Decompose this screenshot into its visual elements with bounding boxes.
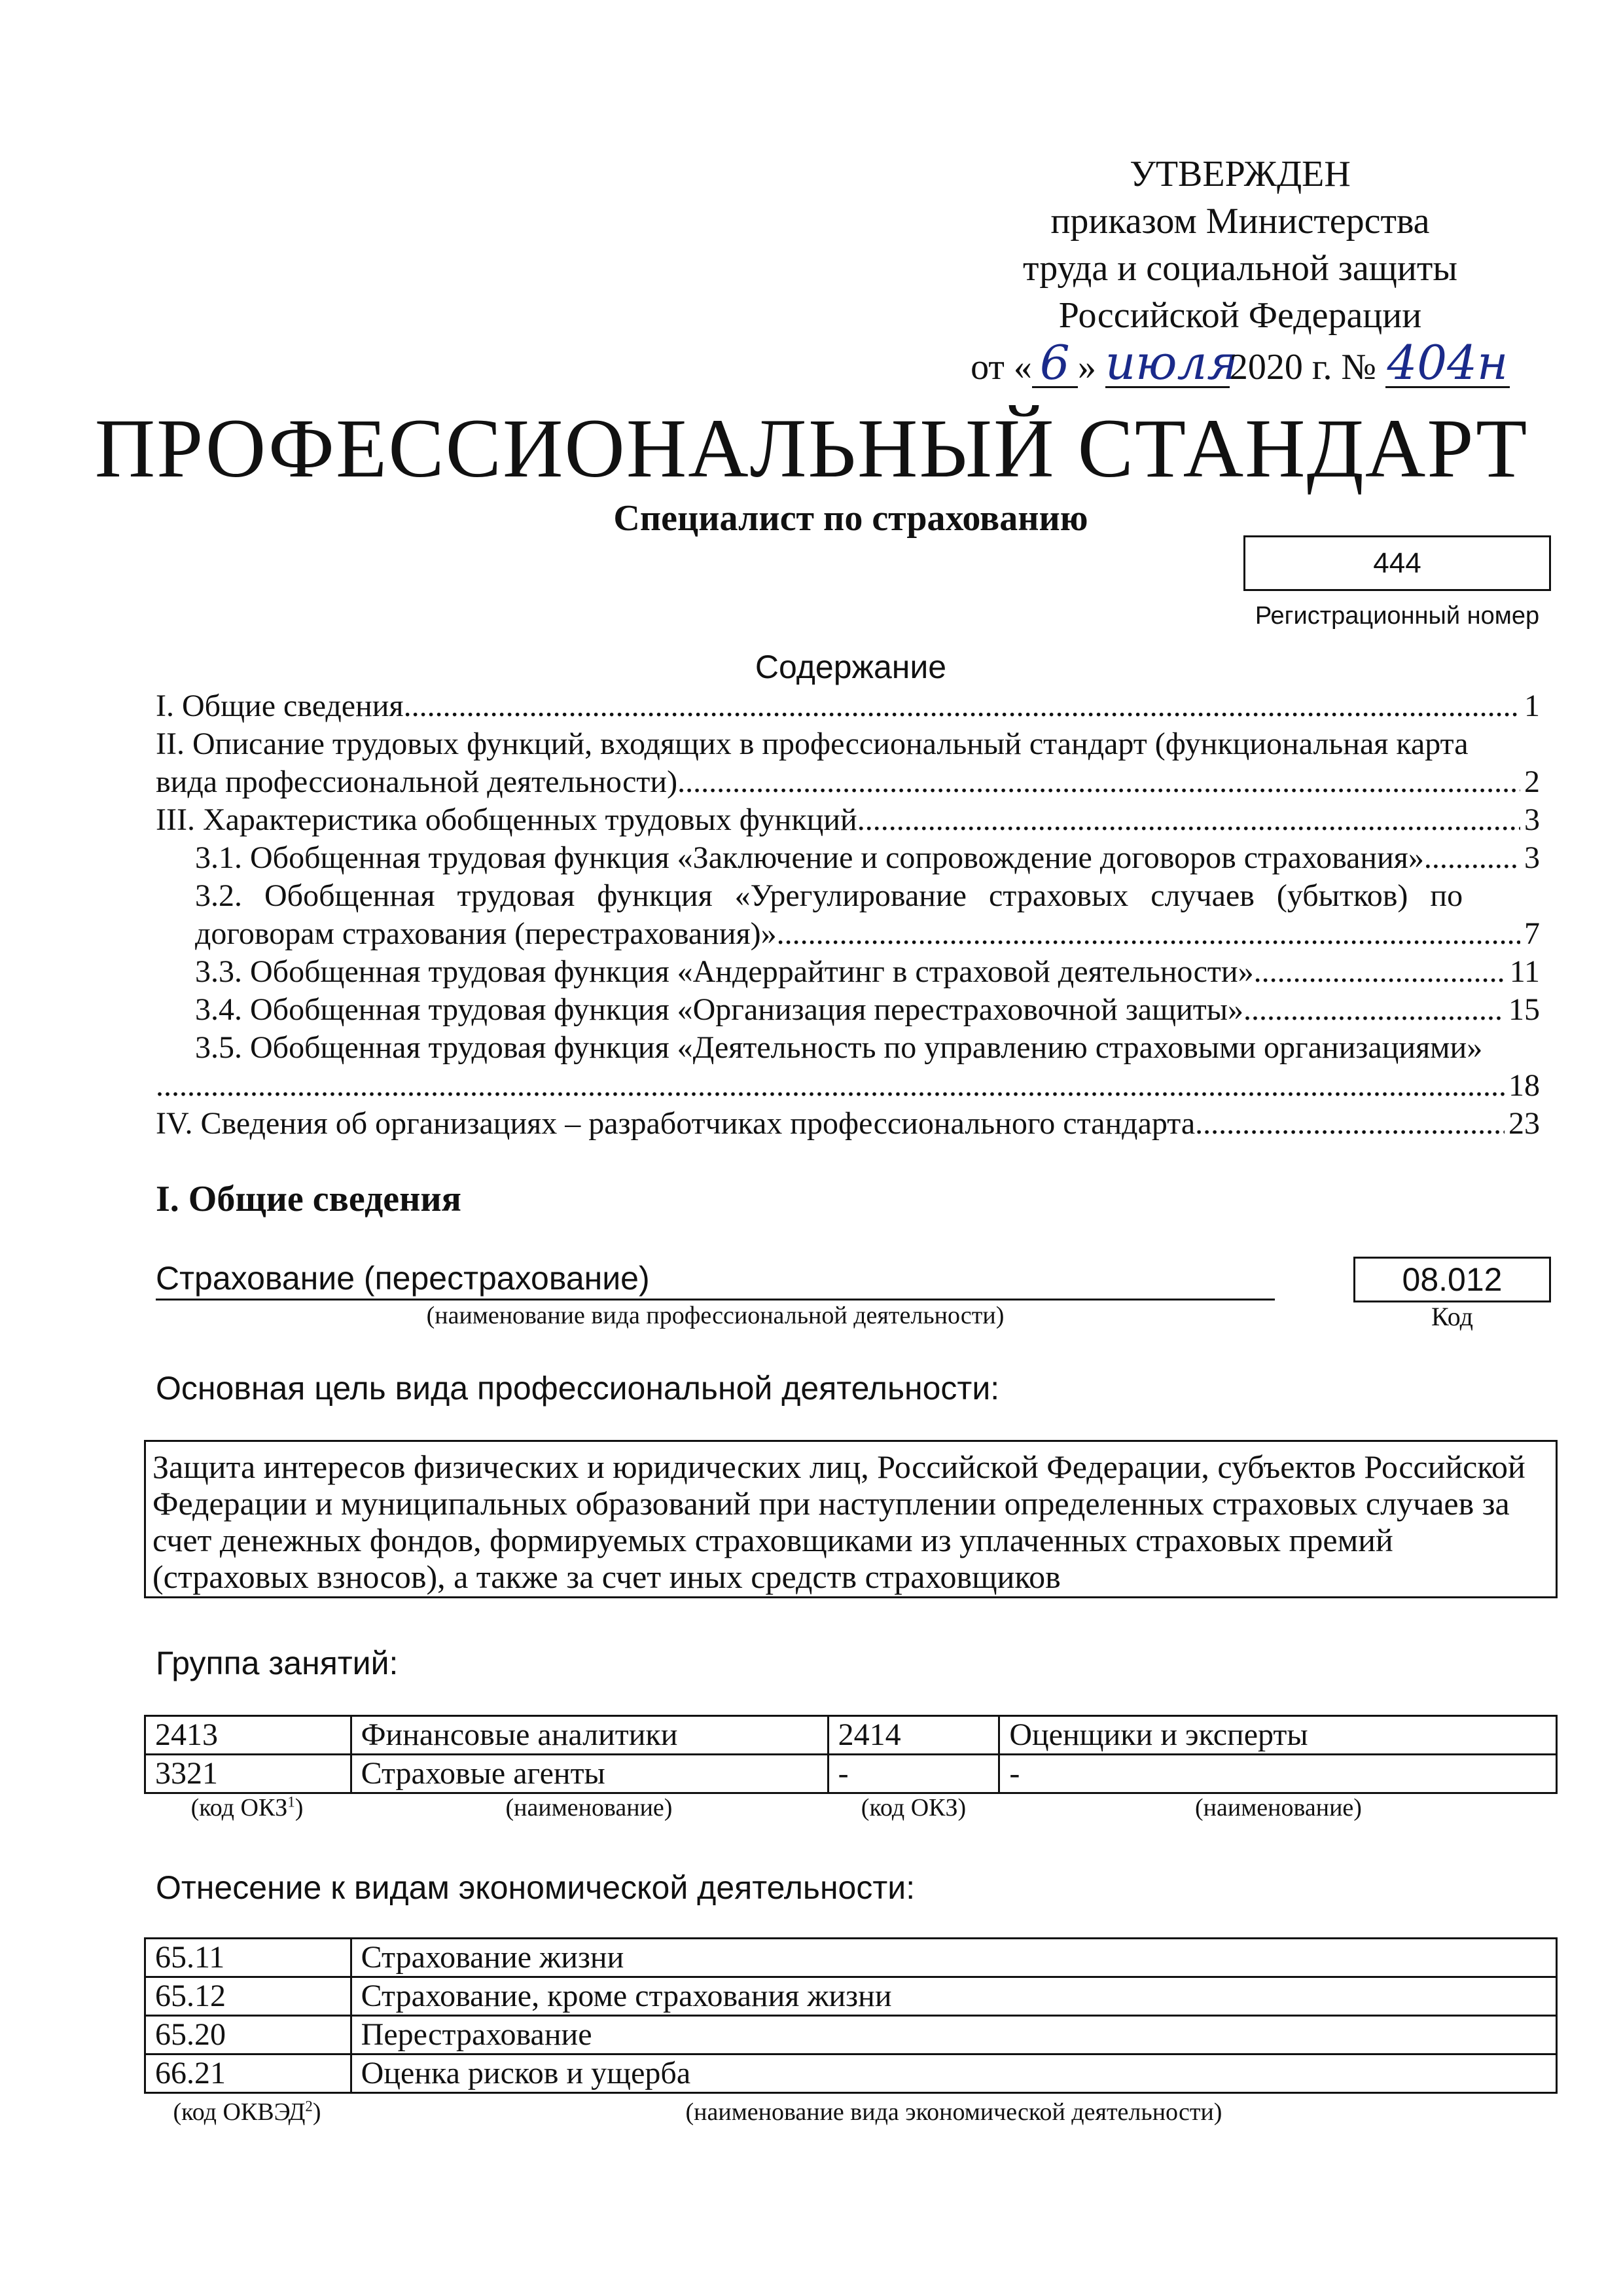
table-cell: - bbox=[999, 1755, 1557, 1793]
activity-name-field: Страхование (перестрахование) bbox=[156, 1258, 1275, 1300]
toc-item-text: вида профессиональной деятельности) bbox=[156, 764, 678, 799]
approval-line-3: труда и социальной защиты bbox=[1023, 248, 1457, 289]
table-cell: Перестрахование bbox=[351, 2016, 1556, 2054]
toc-leader bbox=[1195, 1105, 1505, 1143]
approval-line-1: УТВЕРЖДЕН bbox=[1130, 154, 1351, 194]
toc-leader bbox=[677, 763, 1520, 801]
document-title: ПРОФЕССИОНАЛЬНЫЙ СТАНДАРТ bbox=[94, 402, 1529, 495]
approval-day: 6 bbox=[1032, 339, 1078, 388]
occupation-group-label: Группа занятий: bbox=[156, 1645, 399, 1681]
section-heading: I. Общие сведения bbox=[156, 1179, 461, 1219]
toc-leader bbox=[777, 915, 1520, 953]
toc-leader bbox=[1254, 953, 1506, 991]
approval-block bbox=[916, 151, 1564, 391]
table-cell: - bbox=[828, 1755, 999, 1793]
toc-item-text: 3.4. Обобщенная трудовая функция «Организация перестраховочной защиты» bbox=[195, 992, 1243, 1027]
occupation-name-caption: (наименование) bbox=[505, 1794, 673, 1821]
toc-item[interactable] bbox=[156, 839, 1540, 877]
approval-line-4: Российской Федерации bbox=[1058, 295, 1422, 336]
table-cell: 65.12 bbox=[145, 1977, 351, 2016]
table-cell: Оценщики и эксперты bbox=[999, 1716, 1557, 1755]
toc-leader bbox=[404, 687, 1520, 725]
table-cell: 66.21 bbox=[145, 2054, 351, 2093]
toc-item-page: 11 bbox=[1509, 954, 1540, 989]
toc-item-line[interactable] bbox=[156, 877, 1540, 915]
date-prefix: от « bbox=[971, 347, 1032, 387]
toc-item-page: 3 bbox=[1524, 802, 1540, 837]
goal-line: (страховых взносов), а также за счет иных средств страховщиков bbox=[152, 1558, 1061, 1595]
okz-code-caption-2: (код ОКЗ) bbox=[861, 1794, 967, 1821]
table-cell: Страховые агенты bbox=[351, 1755, 828, 1793]
okved-code-caption: (код ОКВЭД$^2$) bbox=[173, 2098, 321, 2126]
table-cell: 2413 bbox=[145, 1716, 351, 1755]
table-cell: Оценка рисков и ущерба bbox=[351, 2054, 1556, 2093]
goal-line: Защита интересов физических и юридических лиц, Российской Федерации, субъектов Российской bbox=[152, 1448, 1525, 1485]
toc-item-page: 23 bbox=[1508, 1106, 1540, 1141]
okved-code-caption-text: (код ОКВЭД bbox=[173, 2098, 306, 2126]
toc-item[interactable] bbox=[156, 687, 1540, 725]
economic-activity-name-caption: (наименование вида экономической деятельности) bbox=[685, 2098, 1222, 2126]
toc-item[interactable] bbox=[156, 915, 1540, 953]
table-cell: Страхование жизни bbox=[351, 1939, 1556, 1977]
toc-item[interactable] bbox=[156, 953, 1540, 991]
date-quote-close: » bbox=[1077, 347, 1096, 387]
approval-month: июля bbox=[1105, 335, 1239, 390]
toc-item-text: 3.5. Обобщенная трудовая функция «Деятельность по управлению страховыми организациями» bbox=[195, 1030, 1483, 1065]
economic-activity-label: Отнесение к видам экономической деятельности: bbox=[156, 1869, 916, 1906]
document-subtitle: Специалист по страхованию bbox=[613, 498, 1088, 539]
toc-item-page: 1 bbox=[1524, 689, 1540, 723]
table-row bbox=[145, 1977, 1557, 2016]
toc-item-line[interactable] bbox=[156, 1029, 1540, 1067]
toc-item-page: 2 bbox=[1524, 764, 1540, 799]
approval-line-2: приказом Министерства bbox=[1050, 201, 1430, 242]
registration-number-caption: Регистрационный номер bbox=[1255, 602, 1540, 630]
approval-date-line bbox=[916, 335, 1564, 391]
goal-box bbox=[144, 1440, 1558, 1598]
table-row bbox=[145, 1716, 1557, 1755]
table-of-contents bbox=[156, 687, 1540, 1143]
table-row bbox=[145, 2016, 1557, 2054]
toc-item-text: III. Характеристика обобщенных трудовых функций bbox=[156, 802, 857, 837]
table-cell: Финансовые аналитики bbox=[351, 1716, 828, 1755]
toc-item-page: 7 bbox=[1524, 916, 1540, 951]
toc-item[interactable] bbox=[156, 801, 1540, 839]
registration-number-box: 444 bbox=[1243, 535, 1551, 591]
toc-item-text: 3.3. Обобщенная трудовая функция «Андеррайтинг в страховой деятельности» bbox=[195, 954, 1254, 989]
approval-number: 404н bbox=[1385, 339, 1510, 388]
goal-line: счет денежных фондов, формируемых страховщиками из уплаченных страховых премий bbox=[152, 1522, 1393, 1558]
goal-label: Основная цель вида профессиональной деятельности: bbox=[156, 1370, 1000, 1407]
toc-heading: Содержание bbox=[755, 649, 947, 685]
toc-item-page: 18 bbox=[1508, 1068, 1540, 1103]
occupation-table bbox=[144, 1715, 1558, 1794]
toc-item-page: 3 bbox=[1524, 840, 1540, 875]
toc-item-line[interactable] bbox=[156, 725, 1540, 763]
toc-item[interactable] bbox=[156, 1105, 1540, 1143]
toc-item-text: 3.1. Обобщенная трудовая функция «Заключение и сопровождение договоров страхования» bbox=[195, 840, 1424, 875]
toc-item-text: договорам страхования (перестрахования)» bbox=[195, 916, 777, 951]
toc-leader bbox=[1424, 839, 1520, 877]
table-cell: 65.11 bbox=[145, 1939, 351, 1977]
footnote-ref[interactable]: 2 bbox=[305, 2098, 313, 2115]
table-row bbox=[145, 1939, 1557, 1977]
okz-code-caption-text: (код ОКЗ bbox=[190, 1794, 288, 1821]
activity-code-box: 08.012 bbox=[1353, 1257, 1551, 1302]
toc-item-text: I. Общие сведения bbox=[156, 689, 404, 723]
table-cell: 65.20 bbox=[145, 2016, 351, 2054]
toc-leader bbox=[1243, 991, 1505, 1029]
table-cell: 3321 bbox=[145, 1755, 351, 1793]
table-row bbox=[145, 1755, 1557, 1793]
toc-item[interactable] bbox=[156, 991, 1540, 1029]
okz-code-caption: (код ОКЗ$^1$) bbox=[190, 1793, 304, 1821]
toc-item[interactable] bbox=[156, 1067, 1540, 1105]
activity-code-caption: Код bbox=[1431, 1302, 1473, 1331]
toc-item-text: 3.2. Обобщенная трудовая функция «Урегулирование страховых случаев (убытков) по bbox=[195, 878, 1463, 913]
goal-line: Федерации и муниципальных образований при наступлении определенных страховых случаев за bbox=[152, 1485, 1510, 1522]
footnote-ref[interactable]: 1 bbox=[287, 1793, 295, 1810]
table-row bbox=[145, 2054, 1557, 2093]
toc-item-page: 15 bbox=[1508, 992, 1540, 1027]
table-cell: Страхование, кроме страхования жизни bbox=[351, 1977, 1556, 2016]
toc-leader bbox=[156, 1067, 1505, 1105]
approval-year: 2020 г. № bbox=[1229, 347, 1376, 387]
table-cell: 2414 bbox=[828, 1716, 999, 1755]
toc-leader bbox=[857, 801, 1520, 839]
toc-item-text: II. Описание трудовых функций, входящих в профессиональный стандарт (функциональная карта bbox=[156, 726, 1469, 761]
occupation-name-caption-2: (наименование) bbox=[1195, 1794, 1362, 1821]
economic-activity-table bbox=[144, 1937, 1558, 2094]
toc-item[interactable] bbox=[156, 763, 1540, 801]
toc-item-text: IV. Сведения об организациях – разработчиках профессионального стандарта bbox=[156, 1106, 1196, 1141]
activity-name-caption: (наименование вида профессиональной деятельности) bbox=[426, 1302, 1005, 1329]
